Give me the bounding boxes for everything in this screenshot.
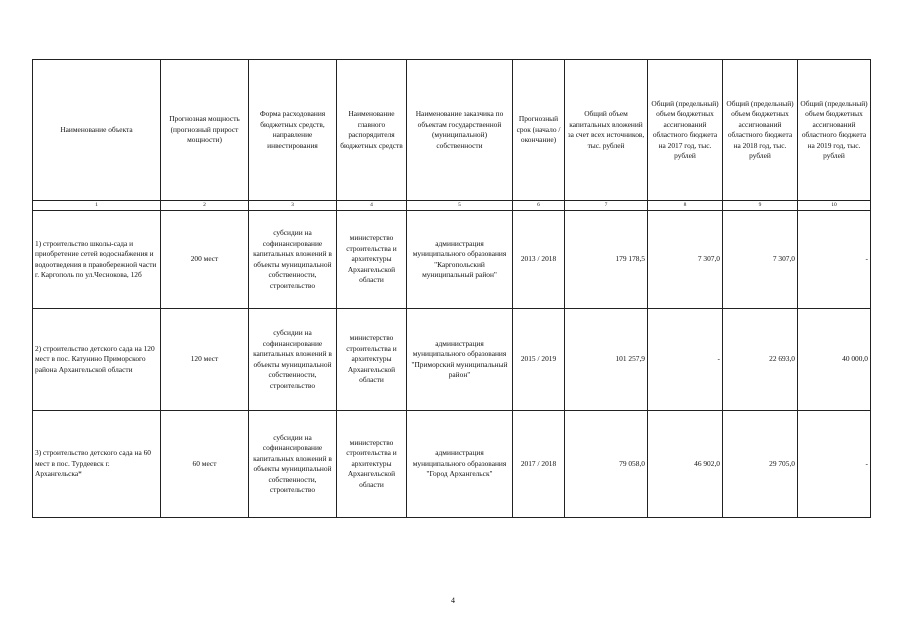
total-investment-cell: 79 058,0 bbox=[565, 411, 648, 518]
term-cell: 2013 / 2018 bbox=[513, 211, 565, 309]
column-number: 10 bbox=[798, 201, 871, 211]
header-budget-2019: Общий (предельный) объем бюджетных ассигнований областного бюджета на 2019 год, тыс. рублей bbox=[798, 60, 871, 201]
header-customer: Наименование заказчика по объектам государственной (муниципальной) собственности bbox=[407, 60, 513, 201]
capacity-cell: 120 мест bbox=[161, 309, 249, 411]
budget-2018-cell: 7 307,0 bbox=[723, 211, 798, 309]
column-number: 5 bbox=[407, 201, 513, 211]
object-name-cell: 1) строительство школы-сада и приобретение сетей водоснабжения и водоотведения в правобережной части г. Каргополь по ул.Чеснокова, 12б bbox=[33, 211, 161, 309]
object-name-cell: 2) строительство детского сада на 120 мест в пос. Катунино Приморского района Архангельской области bbox=[33, 309, 161, 411]
customer-cell: администрация муниципального образования "Город Архангельск" bbox=[407, 411, 513, 518]
budget-2019-cell: 40 000,0 bbox=[798, 309, 871, 411]
total-investment-cell: 179 178,5 bbox=[565, 211, 648, 309]
header-spending-form: Форма расходования бюджетных средств, направление инвестирования bbox=[249, 60, 337, 201]
budget-2019-cell: - bbox=[798, 211, 871, 309]
column-number: 2 bbox=[161, 201, 249, 211]
table-row bbox=[33, 211, 871, 309]
budget-manager-cell: министерство строительства и архитектуры Архангельской области bbox=[337, 309, 407, 411]
column-number: 3 bbox=[249, 201, 337, 211]
spending-form-cell: субсидии на софинансирование капитальных вложений в объекты муниципальной собственности, строительство bbox=[249, 211, 337, 309]
capacity-cell: 200 мест bbox=[161, 211, 249, 309]
table-row bbox=[33, 411, 871, 518]
column-number: 6 bbox=[513, 201, 565, 211]
term-cell: 2015 / 2019 bbox=[513, 309, 565, 411]
budget-2019-cell: - bbox=[798, 411, 871, 518]
budget-2018-cell: 29 705,0 bbox=[723, 411, 798, 518]
column-number: 9 bbox=[723, 201, 798, 211]
budget-2017-cell: 7 307,0 bbox=[648, 211, 723, 309]
header-budget-2018: Общий (предельный) объем бюджетных ассигнований областного бюджета на 2018 год, тыс. рублей bbox=[723, 60, 798, 201]
header-term: Прогнозный срок (начало / окончание) bbox=[513, 60, 565, 201]
spending-form-cell: субсидии на софинансирование капитальных вложений в объекты муниципальной собственности, строительство bbox=[249, 411, 337, 518]
capacity-cell: 60 мест bbox=[161, 411, 249, 518]
header-object-name: Наименование объекта bbox=[33, 60, 161, 201]
customer-cell: администрация муниципального образования "Приморский муниципальный район" bbox=[407, 309, 513, 411]
budget-manager-cell: министерство строительства и архитектуры Архангельской области bbox=[337, 211, 407, 309]
total-investment-cell: 101 257,9 bbox=[565, 309, 648, 411]
table-row bbox=[33, 309, 871, 411]
header-capacity: Прогнозная мощность (прогнозный прирост мощности) bbox=[161, 60, 249, 201]
budget-2017-cell: - bbox=[648, 309, 723, 411]
page-number: 4 bbox=[451, 596, 455, 605]
header-total-investment: Общий объем капитальных вложений за счет всех источников, тыс. рублей bbox=[565, 60, 648, 201]
term-cell: 2017 / 2018 bbox=[513, 411, 565, 518]
column-number-row bbox=[33, 201, 871, 211]
table-header-row bbox=[33, 60, 871, 201]
column-number: 7 bbox=[565, 201, 648, 211]
column-number: 4 bbox=[337, 201, 407, 211]
object-name-cell: 3) строительство детского сада на 60 мест в пос. Турдеевск г. Архангельска* bbox=[33, 411, 161, 518]
capital-investment-table bbox=[32, 59, 871, 518]
column-number: 1 bbox=[33, 201, 161, 211]
customer-cell: администрация муниципального образования "Каргопольский муниципальный район" bbox=[407, 211, 513, 309]
header-budget-manager: Наименование главного распорядителя бюджетных средств bbox=[337, 60, 407, 201]
budget-manager-cell: министерство строительства и архитектуры Архангельской области bbox=[337, 411, 407, 518]
budget-2017-cell: 46 902,0 bbox=[648, 411, 723, 518]
column-number: 8 bbox=[648, 201, 723, 211]
budget-2018-cell: 22 693,0 bbox=[723, 309, 798, 411]
spending-form-cell: субсидии на софинансирование капитальных вложений в объекты муниципальной собственности, строительство bbox=[249, 309, 337, 411]
header-budget-2017: Общий (предельный) объем бюджетных ассигнований областного бюджета на 2017 год, тыс. рублей bbox=[648, 60, 723, 201]
